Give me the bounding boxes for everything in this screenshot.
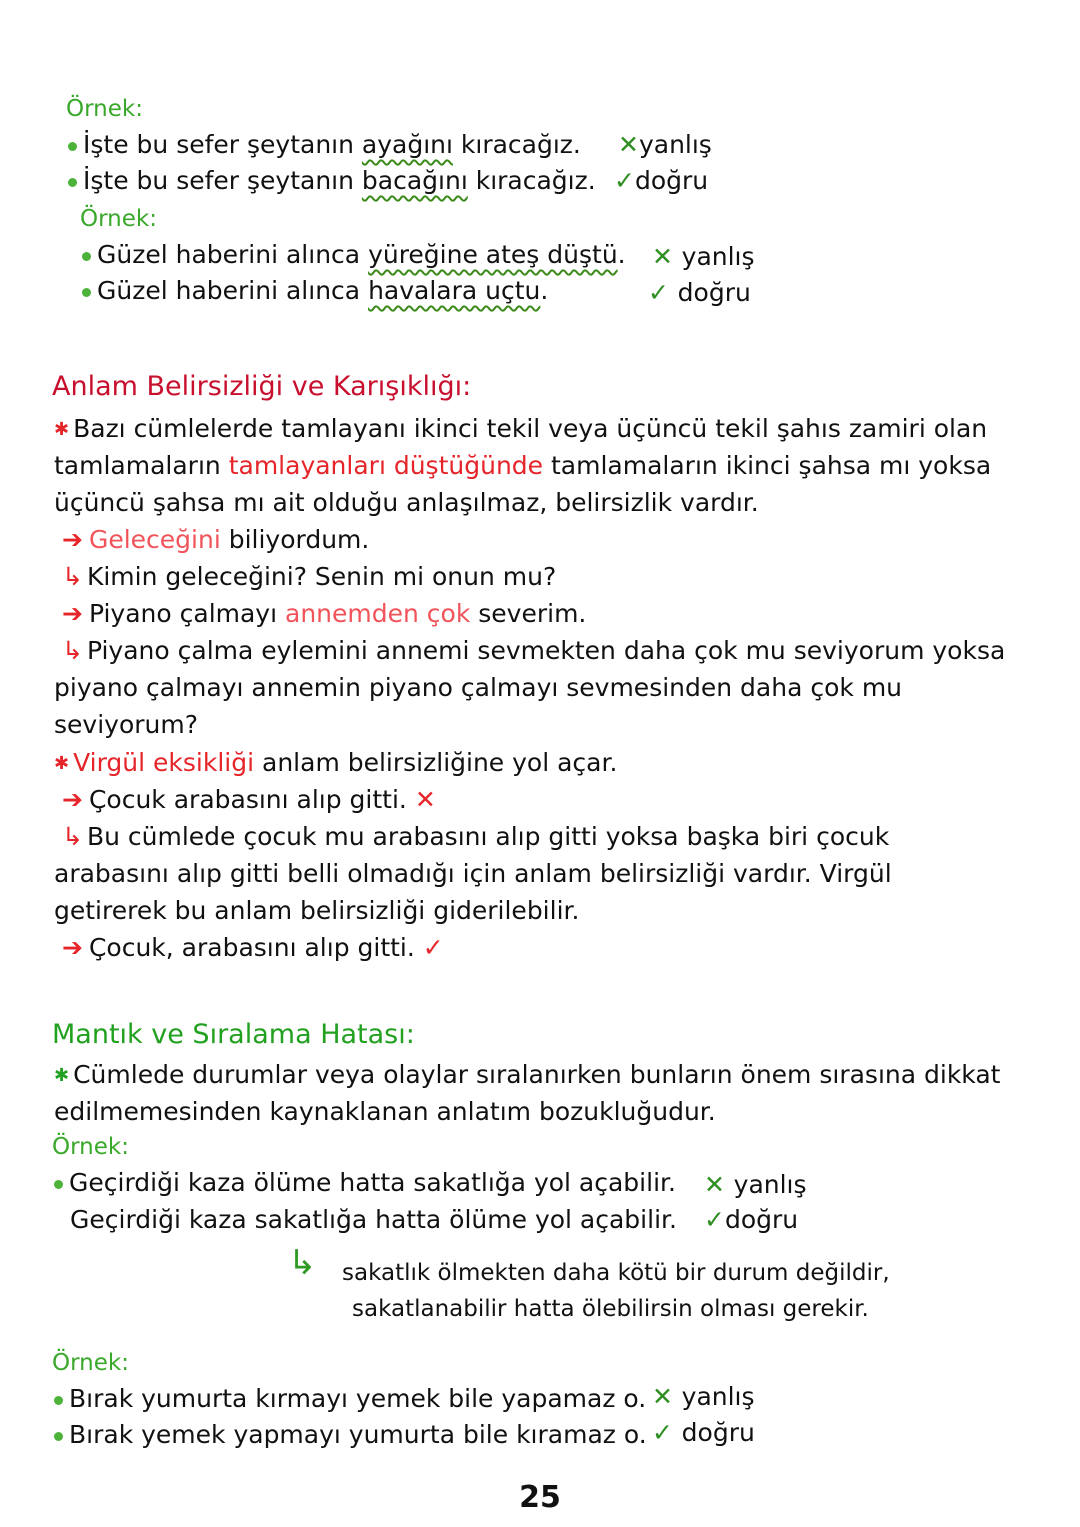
paragraph-line: ✱ Cümlede durumlar veya olaylar sıralanırken bunların önem sırasına dikkat bbox=[54, 1060, 1001, 1089]
check-icon: ✓ bbox=[614, 166, 635, 195]
example-line: Güzel haberini alınca havalara uçtu. bbox=[82, 274, 548, 308]
paragraph-line: ✱ Bazı cümlelerde tamlayanı ikinci tekil veya üçüncü tekil şahıs zamiri olan bbox=[54, 414, 988, 443]
arrow-right-icon: ➔ bbox=[62, 525, 83, 554]
example-line: İşte bu sefer şeytanın ayağını kıracağız. bbox=[68, 128, 581, 162]
verdict-wrong: ✕ yanlış bbox=[652, 1382, 755, 1411]
verdict-right: ✓doğru bbox=[614, 166, 709, 195]
example-line: ➔ Geleceğini biliyordum. bbox=[62, 525, 370, 554]
arrow-right-icon: ➔ bbox=[62, 785, 83, 814]
hook-arrow-icon: ↳ bbox=[62, 562, 83, 591]
note-line: sakatlık ölmekten daha kötü bir durum değildir, bbox=[342, 1260, 890, 1286]
example-line: Bırak yumurta kırmayı yemek bile yapamaz o. bbox=[54, 1382, 646, 1416]
verdict-wrong: ✕yanlış bbox=[618, 130, 712, 159]
asterisk-icon: ✱ bbox=[54, 419, 70, 440]
paragraph-line: tamlamaların tamlayanları düştüğünde tamlamaların ikinci şahsa mı yoksa bbox=[54, 451, 992, 480]
bullet-icon bbox=[54, 1432, 63, 1441]
verdict-right: ✓ doğru bbox=[648, 278, 751, 307]
check-icon: ✓ bbox=[704, 1205, 725, 1234]
example-label: Örnek: bbox=[52, 1350, 129, 1376]
bullet-icon bbox=[54, 1180, 63, 1189]
hook-arrow-icon: ↳ bbox=[62, 822, 83, 851]
check-icon: ✓ bbox=[648, 278, 678, 307]
verdict-wrong: ✕ yanlış bbox=[652, 242, 755, 271]
bullet-icon bbox=[82, 252, 91, 261]
explanation-line: ↳ Bu cümlede çocuk mu arabasını alıp gitti yoksa başka biri çocuk bbox=[62, 822, 890, 851]
verdict-wrong: ✕ yanlış bbox=[704, 1170, 807, 1199]
arrow-right-icon: ➔ bbox=[62, 599, 83, 628]
section-heading: Anlam Belirsizliği ve Karışıklığı: bbox=[52, 371, 472, 402]
cross-icon: ✕ bbox=[704, 1170, 734, 1199]
explanation-line: ↳ Piyano çalma eylemini annemi sevmekten daha çok mu seviyorum yoksa bbox=[62, 636, 1006, 665]
asterisk-icon: ✱ bbox=[54, 1065, 70, 1086]
paragraph-line: ✱ Virgül eksikliği anlam belirsizliğine yol açar. bbox=[54, 748, 618, 777]
arrow-right-icon: ➔ bbox=[62, 933, 83, 962]
explanation-line: seviyorum? bbox=[54, 710, 198, 739]
explanation-line: getirerek bu anlam belirsizliği giderilebilir. bbox=[54, 896, 580, 925]
bullet-icon bbox=[54, 1396, 63, 1405]
example-line: Geçirdiği kaza ölüme hatta sakatlığa yol açabilir. bbox=[54, 1166, 676, 1200]
asterisk-icon: ✱ bbox=[54, 753, 70, 774]
example-label: Örnek: bbox=[66, 96, 143, 122]
verdict-right: ✓ doğru bbox=[652, 1418, 755, 1447]
verdict-right: ✓doğru bbox=[704, 1205, 799, 1234]
explanation-line: ↳ Kimin geleceğini? Senin mi onun mu? bbox=[62, 562, 557, 591]
cross-icon: ✕ bbox=[652, 1382, 682, 1411]
explanation-line: arabasını alıp gitti belli olmadığı için anlam belirsizliği vardır. Virgül bbox=[54, 859, 892, 888]
example-line: Güzel haberini alınca yüreğine ateş düştü. bbox=[82, 238, 626, 272]
cross-icon: ✕ bbox=[618, 130, 639, 159]
example-line: ➔ Çocuk arabasını alıp gitti. ✕ bbox=[62, 785, 436, 814]
cross-icon: ✕ bbox=[414, 785, 436, 814]
page-number: 25 bbox=[519, 1480, 561, 1515]
example-line: ➔ Çocuk, arabasını alıp gitti. ✓ bbox=[62, 933, 444, 962]
bullet-icon bbox=[68, 142, 77, 151]
example-line: ➔ Piyano çalmayı annemden çok severim. bbox=[62, 599, 587, 628]
check-icon: ✓ bbox=[652, 1418, 682, 1447]
bullet-icon bbox=[82, 288, 91, 297]
note-line: sakatlanabilir hatta ölebilirsin olması gerekir. bbox=[352, 1296, 869, 1322]
bullet-icon bbox=[68, 178, 77, 187]
example-line: Geçirdiği kaza sakatlığa hatta ölüme yol açabilir. bbox=[70, 1205, 677, 1234]
hook-arrow-icon: ↳ bbox=[62, 636, 83, 665]
example-label: Örnek: bbox=[52, 1134, 129, 1160]
section-heading: Mantık ve Sıralama Hatası: bbox=[52, 1019, 415, 1050]
cross-icon: ✕ bbox=[652, 242, 682, 271]
paragraph-line: üçüncü şahsa mı ait olduğu anlaşılmaz, belirsizlik vardır. bbox=[54, 488, 759, 517]
paragraph-line: edilmemesinden kaynaklanan anlatım bozukluğudur. bbox=[54, 1097, 716, 1126]
example-line: Bırak yemek yapmayı yumurta bile kıramaz o. bbox=[54, 1418, 647, 1452]
check-icon: ✓ bbox=[422, 933, 444, 962]
explanation-line: piyano çalmayı annemin piyano çalmayı sevmesinden daha çok mu bbox=[54, 673, 903, 702]
hook-arrow-icon: ↳ bbox=[288, 1243, 317, 1283]
example-line: İşte bu sefer şeytanın bacağını kıracağız. bbox=[68, 164, 596, 198]
example-label: Örnek: bbox=[80, 206, 157, 232]
